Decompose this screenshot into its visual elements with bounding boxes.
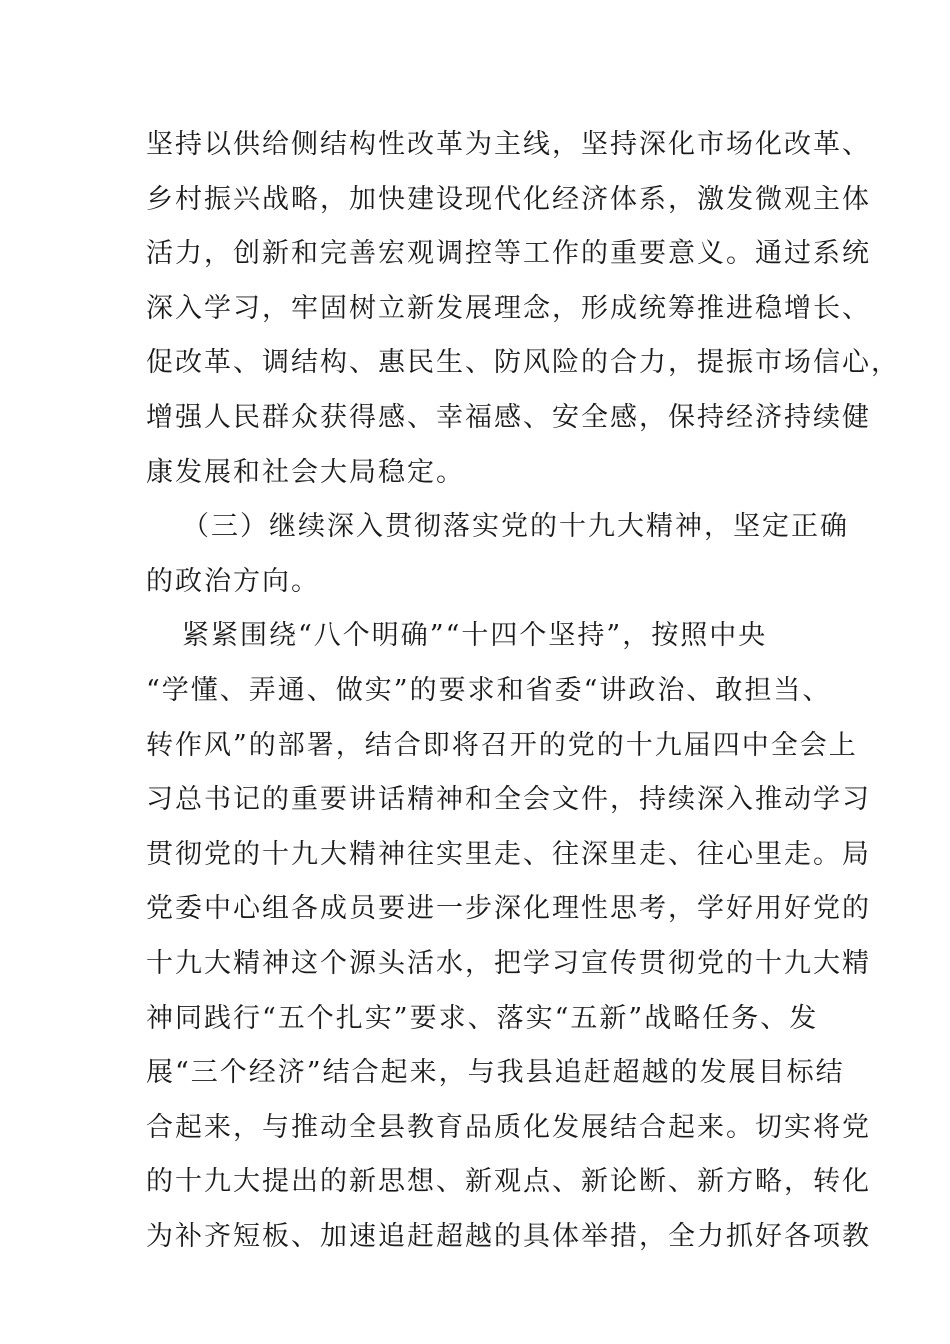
- body-line: 坚持以供给侧结构性改革为主线，坚持深化市场化改革、: [146, 129, 871, 160]
- body-line: 的十九大提出的新思想、新观点、新论断、新方略，转化: [146, 1166, 871, 1198]
- body-line: 增强人民群众获得感、幸福感、安全感，保持经济持续健: [146, 401, 871, 433]
- body-line: 十九大精神这个源头活水，把学习宣传贯彻党的十九大精: [146, 947, 871, 979]
- body-line: 展“三个经济”结合起来，与我县追赶超越的发展目标结: [146, 1057, 845, 1089]
- paragraph-start: 紧紧围绕“八个明确”“十四个坚持”，按照中央: [182, 620, 768, 652]
- body-line: 活力，创新和完善宏观调控等工作的重要意义。通过系统: [146, 238, 871, 270]
- body-line: 神同践行“五个扎实”要求、落实“五新”战略任务、发: [146, 1002, 819, 1034]
- body-line: 深入学习，牢固树立新发展理念，形成统筹推进稳增长、: [146, 292, 871, 324]
- body-line: 促改革、调结构、惠民生、防风险的合力，提振市场信心，: [146, 347, 900, 379]
- body-line: 贯彻党的十九大精神往实里走、往深里走、往心里走。局: [146, 838, 871, 870]
- body-line: 康发展和社会大局稳定。: [146, 456, 465, 488]
- body-line: “学懂、弄通、做实”的要求和省委“讲政治、敢担当、: [146, 674, 832, 706]
- section-heading: （三）继续深入贯彻落实党的十九大精神，坚定正确: [182, 511, 849, 543]
- body-line: 为补齐短板、加速追赶超越的具体举措，全力抓好各项教: [146, 1220, 871, 1252]
- document-body: [146, 123, 900, 1269]
- body-line: 乡村振兴战略，加快建设现代化经济体系，激发微观主体: [146, 183, 871, 215]
- body-line: 转作风”的部署，结合即将召开的党的十九届四中全会上: [146, 729, 858, 761]
- section-heading-continued: 的政治方向。: [146, 565, 320, 597]
- body-line: 习总书记的重要讲话精神和全会文件，持续深入推动学习: [146, 784, 871, 816]
- body-line: 合起来，与推动全县教育品质化发展结合起来。切实将党: [146, 1111, 871, 1143]
- body-line: 党委中心组各成员要进一步深化理性思考，学好用好党的: [146, 893, 871, 925]
